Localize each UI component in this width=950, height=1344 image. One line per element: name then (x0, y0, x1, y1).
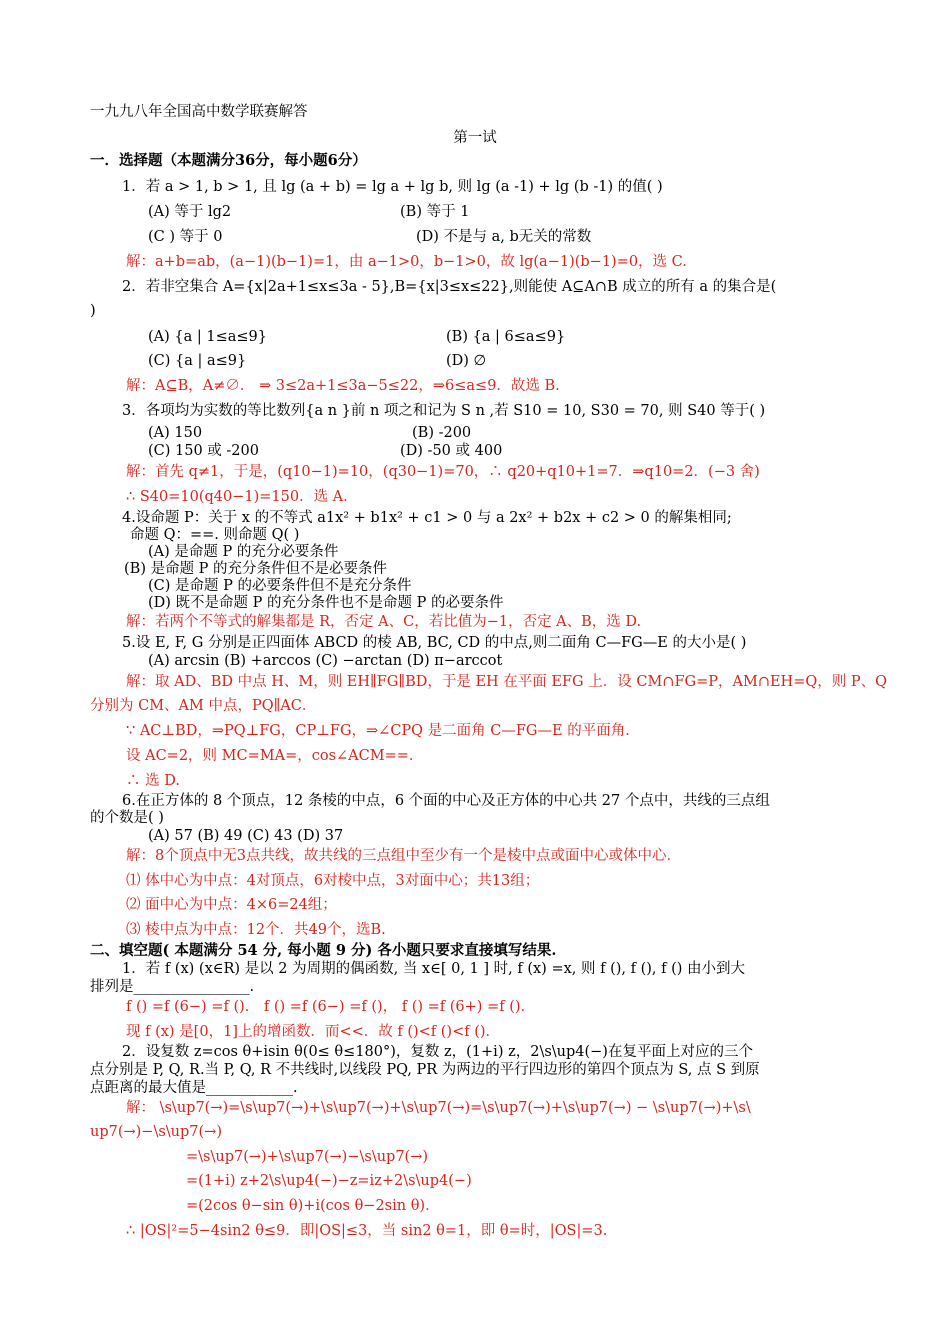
q4-option-d: (D) 既不是命题 P 的充分条件也不是命题 P 的必要条件 (148, 595, 504, 611)
q1-stem: 1．若 a > 1, b > 1, 且 lg (a + b) = lg a + lg b, 则 lg (a -1) + lg (b -1) 的值( ) (122, 179, 663, 195)
q6-stem-cont: 的个数是( ) (90, 810, 164, 826)
fill-q2-solution-line2: up7(→)−\s\up7(→) (90, 1124, 222, 1140)
fill-q2-stem-cont2: 点距离的最大值是____________. (90, 1080, 298, 1096)
q3-option-d: (D) -50 或 400 (400, 443, 503, 459)
q4-solution: 解：若两个不等式的解集都是 R，否定 A、C，若比值为−1，否定 A、B，选 D. (126, 614, 642, 630)
q6-solution-line1: 解：8个顶点中无3点共线，故共线的三点组中至少有一个是棱中点或面中心或体中心． (126, 848, 681, 864)
document-title: 一九九八年全国高中数学联赛解答 (90, 104, 308, 120)
q5-options: (A) arcsin (B) +arccos (C) −arctan (D) π−arccot (148, 653, 503, 669)
fill-q2-solution-line1: 解： \s\up7(→)=\s\up7(→)+\s\up7(→)+\s\up7(→)=\s\up7(→)+\s\up7(→) − \s\up7(→)+\s\ (126, 1100, 751, 1116)
q4-stem: 4.设命题 P：关于 x 的不等式 a1x² + b1x² + c1 > 0 与 a 2x² + b2x + c2 > 0 的解集相同; (122, 510, 732, 526)
q2-option-b: (B) {a | 6≤a≤9} (446, 329, 566, 345)
q3-option-c: (C) 150 或 -200 (148, 443, 259, 459)
q5-stem: 5.设 E, F, G 分别是正四面体 ABCD 的棱 AB, BC, CD 的中点,则二面角 C—FG—E 的大小是( ) (122, 635, 747, 651)
q2-stem: 2．若非空集合 A={x|2a+1≤x≤3a - 5},B={x|3≤x≤22},则能使 A⊆A∩B 成立的所有 a 的集合是( (122, 279, 777, 295)
fill-q2-solution-line3: =\s\up7(→)+\s\up7(→)−\s\up7(→) (186, 1149, 429, 1165)
q4-stem-q: 命题 Q：==. 则命题 Q( ) (130, 527, 300, 543)
q3-stem: 3．各项均为实数的等比数列{a n }前 n 项之和记为 S n ,若 S10 = 10, S30 = 70, 则 S40 等于( ) (122, 403, 766, 419)
q4-option-a: (A) 是命题 P 的充分必要条件 (148, 544, 339, 560)
q3-option-a: (A) 150 (148, 425, 203, 441)
fill-q1-solution-line1: f () =f (6−) =f ()． f () =f (6−) =f ()， f () =f (6+) =f ()． (126, 999, 536, 1015)
q5-solution-line3: ∵ AC⊥BD，⇒PQ⊥FG，CP⊥FG，⇒∠CPQ 是二面角 C—FG—E 的平面角． (126, 723, 640, 739)
q5-solution-line5: ∴ 选 D. (126, 773, 180, 789)
fill-q2-solution-line5: =(2cos θ−sin θ)+i(cos θ−2sin θ)． (186, 1198, 440, 1214)
q6-solution-line2: ⑴ 体中心为中点：4对顶点，6对棱中点，3对面中心；共13组； (126, 873, 540, 889)
q1-option-c: (C ) 等于 0 (148, 229, 223, 245)
q6-options: (A) 57 (B) 49 (C) 43 (D) 37 (148, 828, 344, 844)
fill-q2-stem: 2．设复数 z=cos θ+isin θ(0≤ θ≤180°)，复数 z，(1+i) z，2\s\up4(−)在复平面上对应的三个 (122, 1044, 753, 1060)
q1-option-a: (A) 等于 lg2 (148, 204, 232, 220)
fill-q2-solution-line4: =(1+i) z+2\s\up4(−)−z=iz+2\s\up4(−) (186, 1173, 472, 1189)
fill-q1-stem-cont: 排列是________________. (90, 979, 255, 995)
q1-solution: 解：a+b=ab，(a−1)(b−1)=1，由 a−1>0，b−1>0，故 lg(a−1)(b−1)=0，选 C. (126, 254, 687, 270)
q4-option-b: (B) 是命题 P 的充分条件但不是必要条件 (124, 561, 388, 577)
q6-solution-line4: ⑶ 棱中点为中点：12个．共49个，选B. (126, 922, 386, 938)
fill-q1-stem: 1．若 f (x) (x∈R) 是以 2 为周期的偶函数, 当 x∈[ 0, 1 ] 时, f (x) =x, 则 f (), f (), f () 由小到大 (122, 961, 746, 977)
q5-solution-line4: 设 AC=2，则 MC=MA=，cos∠ACM==． (126, 748, 424, 764)
q2-option-a: (A) {a | 1≤a≤9} (148, 329, 267, 345)
q4-option-c: (C) 是命题 P 的必要条件但不是充分条件 (148, 578, 412, 594)
q2-option-d: (D) ∅ (446, 353, 487, 369)
q6-solution-line3: ⑵ 面中心为中点：4×6=24组； (126, 897, 337, 913)
q6-stem: 6.在正方体的 8 个顶点，12 条棱的中点，6 个面的中心及正方体的中心共 27 个点中，共线的三点组 (122, 793, 770, 809)
q2-solution: 解：A⊆B，A≠∅． ⇒ 3≤2a+1≤3a−5≤22，⇒6≤a≤9．故选 B. (126, 378, 560, 394)
q2-stem-cont: ) (90, 303, 96, 319)
q3-solution-line2: ∴ S40=10(q40−1)=150．选 A. (126, 489, 348, 505)
q3-option-b: (B) -200 (412, 425, 472, 441)
fill-q1-solution-line2: 现 f (x) 是[0，1]上的增函数．而<<．故 f ()<f ()<f ()． (126, 1024, 501, 1040)
fill-q2-stem-cont: 点分别是 P, Q, R.当 P, Q, R 不共线时,以线段 PQ, PR 为两边的平行四边形的第四个顶点为 S, 点 S 到原 (90, 1062, 760, 1078)
q1-option-b: (B) 等于 1 (400, 204, 470, 220)
q1-option-d: (D) 不是与 a, b无关的常数 (416, 229, 592, 245)
fill-q2-solution-line6: ∴ |OS|²=5−4sin2 θ≤9．即|OS|≤3，当 sin2 θ=1，即 θ=时，|OS|=3. (126, 1223, 608, 1239)
q5-solution-line2: 分别为 CM、AM 中点，PQ∥AC． (90, 698, 317, 714)
section-title: 第一试 (453, 130, 497, 146)
part2-heading: 二、填空题( 本题满分 54 分, 每小题 9 分) 各小题只要求直接填写结果. (90, 942, 557, 959)
q5-solution-line1: 解：取 AD、BD 中点 H、M，则 EH∥FG∥BD，于是 EH 在平面 EFG 上．设 CM∩FG=P，AM∩EH=Q，则 P、Q (126, 674, 887, 690)
q3-solution-line1: 解：首先 q≠1，于是，(q10−1)=10，(q30−1)=70，∴ q20+q10+1=7．⇒q10=2．(−3 舍) (126, 464, 760, 480)
part1-heading: 一．选择题（本题满分36分，每小题6分） (90, 152, 367, 169)
q2-option-c: (C) {a | a≤9} (148, 353, 247, 369)
